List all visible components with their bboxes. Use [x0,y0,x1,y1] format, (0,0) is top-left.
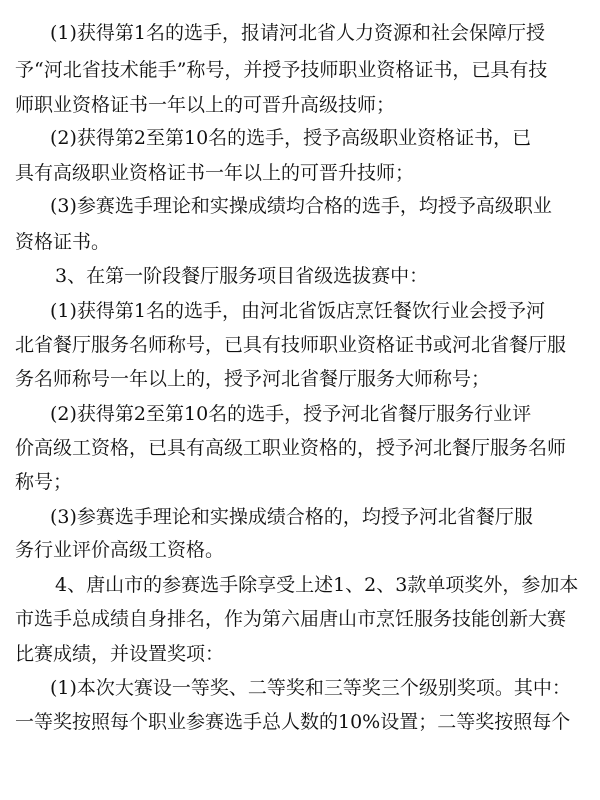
text-line: 一等奖按照每个职业参赛选手总人数的10%设置；二等奖按照每个 [15,711,571,733]
text-line: 予“河北省技术能手”称号，并授予技师职业资格证书，已具有技 [15,59,548,81]
text-line: 价高级工资格，已具有高级工职业资格的，授予河北餐厅服务名师 [15,437,567,459]
text-line: 称号； [15,471,73,493]
text-line: (1)获得第1名的选手，报请河北省人力资源和社会保障厅授 [50,22,546,44]
text-line: 资格证书。 [15,231,111,253]
text-line: 务行业评价高级工资格。 [15,539,225,561]
text-line: (1)获得第1名的选手，由河北省饭店烹饪餐饮行业会授予河 [50,300,546,322]
text-line: 比赛成绩，并设置奖项： [15,643,225,665]
text-line: 具有高级职业资格证书一年以上的可晋升技师； [15,162,415,184]
text-line: 北省餐厅服务名师称号，已具有技师职业资格证书或河北省餐厅服 [15,334,567,356]
text-line: (2)获得第2至第10名的选手，授予高级职业资格证书，已 [50,127,532,149]
text-line: (3)参赛选手理论和实操成绩合格的，均授予河北省餐厅服 [50,506,533,528]
text-line: 师职业资格证书一年以上的可晋升高级技师； [15,94,396,116]
text-line: (3)参赛选手理论和实操成绩均合格的选手，均授予高级职业 [50,195,552,217]
text-line: 务名师称号一年以上的，授予河北省餐厅服务大师称号； [15,368,491,390]
section-heading: 3、在第一阶段餐厅服务项目省级选拔赛中： [55,265,429,287]
text-line: (2)获得第2至第10名的选手，授予河北省餐厅服务行业评 [50,403,532,425]
text-line: 市选手总成绩自身排名，作为第六届唐山市烹饪服务技能创新大赛 [15,608,567,630]
text-line: (1)本次大赛设一等奖、二等奖和三等奖三个级别奖项。其中： [50,677,571,699]
section-heading: 4、唐山市的参赛选手除享受上述1、2、3款单项奖外，参加本 [55,574,579,596]
